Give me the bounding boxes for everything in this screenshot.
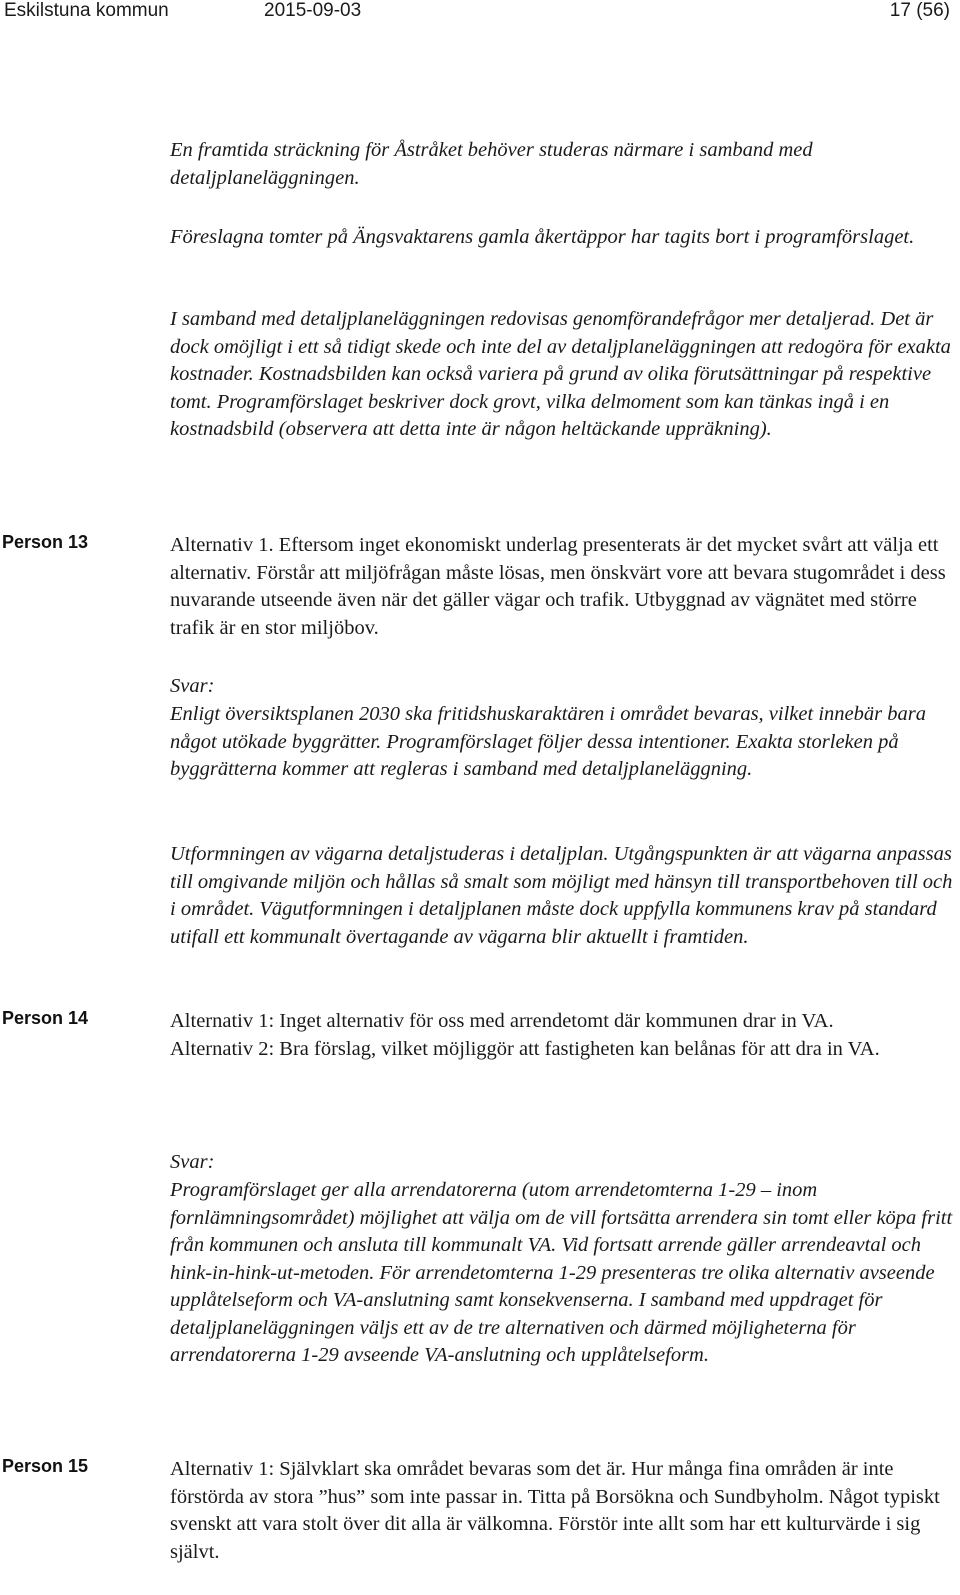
header-page-number: 17 (56)	[889, 0, 950, 21]
intro-paragraph-3	[170, 306, 960, 444]
intro-paragraph-2	[170, 224, 960, 252]
intro-paragraph-1	[170, 137, 960, 192]
person-14-answer-text-1: Programförslaget ger alla arrendatorerna (utom arrendetomterna 1-29 – inom fornlämningsområdet) möjlighet att välja om de vill fortsätta arrendera sin tomt eller köpa fritt från kommunen och ansluta till kommunalt VA. Vid fortsatt arrende gäller arrendeavtal och hink-in-hink-ut-metoden. För arrendetomterna 1-29 presenteras tre olika alternativ avseende upplåtelseform och VA-anslutning samt konsekvenserna. I samband med uppdraget för detaljplaneläggningen väljs ett av de tre alternativen och därmed möjligheterna för arrendatorerna 1-29 avseende VA-anslutning och upplåtelseform.	[170, 1179, 953, 1366]
person-14-label: Person 14	[2, 1008, 89, 1028]
person-15-label: Person 15	[2, 1456, 89, 1476]
person-14-answer-label	[170, 1149, 960, 1177]
intro-text-3: I samband med detaljplaneläggningen redovisas genomförandefrågor mer detaljerad. Det är dock omöjligt i ett så tidigt skede och inte del av detaljplaneläggningen att redogöra för exakta kostnader. Kostnadsbilden kan också variera på grund av olika förutsättningar på respektive tomt. Programförslaget beskriver dock grovt, vilka delmoment som kan tänkas ingå i en kostnadsbild (observera att detta inte är någon heltäckande uppräkning).	[170, 308, 951, 440]
person-13-label: Person 13	[2, 532, 89, 552]
header-date: 2015-09-03	[264, 0, 362, 21]
header-organization: Eskilstuna kommun	[4, 0, 169, 21]
page-header	[0, 0, 960, 30]
person-13-answer-1	[170, 701, 960, 784]
person-13-comment-text: Alternativ 1. Eftersom inget ekonomiskt underlag presenterats är det mycket svårt att välja ett alternativ. Förstår att miljöfrågan måste lösas, men önskvärt vore att bevara stugområdet i dess nuvarande utseende även när det gäller vägar och trafik. Utbyggnad av vägnätet med större trafik är en stor miljöbov.	[170, 534, 946, 639]
person-13-comment	[170, 532, 960, 642]
person-13-answer-2	[170, 841, 960, 951]
person-13-answer-text-1: Enligt översiktsplanen 2030 ska fritidshuskaraktären i området bevaras, vilket innebär bara något utökade byggrätter. Programförslaget följer dessa intentioner. Exakta storleken på byggrätterna kommer att regleras i samband med detaljplaneläggning.	[170, 703, 926, 780]
answer-label: Svar:	[170, 675, 215, 697]
person-13-answer-text-2: Utformningen av vägarna detaljstuderas i detaljplan. Utgångspunkten är att vägarna anpassas till omgivande miljön och hållas så smalt som möjligt med hänsyn till transportbehoven till och i området. Vägutformningen i detaljplanen måste dock uppfylla kommunens krav på standard utifall ett kommunalt övertagande av vägarna blir aktuellt i framtiden.	[170, 843, 953, 948]
person-14-comment	[170, 1008, 960, 1063]
person-13-answer-label	[170, 673, 960, 701]
intro-text-2: Föreslagna tomter på Ängsvaktarens gamla åkertäppor har tagits bort i programförslaget.	[170, 226, 915, 248]
intro-text-1: En framtida sträckning för Åstråket behöver studeras närmare i samband med detaljplaneläggningen.	[170, 139, 813, 189]
person-15-comment	[170, 1456, 960, 1566]
person-14-comment-line-1: Alternativ 1: Inget alternativ för oss med arrendetomt där kommunen drar in VA.	[170, 1010, 834, 1032]
person-15-comment-text: Alternativ 1: Självklart ska området bevaras som det är. Hur många fina områden är inte förstörda av stora ”hus” som inte passar in. Titta på Borsökna och Sundbyholm. Något typiskt svenskt att vara stolt över dit alla är välkomna. Förstör inte allt som har ett kulturvärde i sig självt.	[170, 1458, 940, 1563]
person-14-answer-1	[170, 1177, 960, 1370]
answer-label: Svar:	[170, 1151, 215, 1173]
person-14-comment-line-2: Alternativ 2: Bra förslag, vilket möjliggör att fastigheten kan belånas för att dra in VA.	[170, 1037, 880, 1060]
